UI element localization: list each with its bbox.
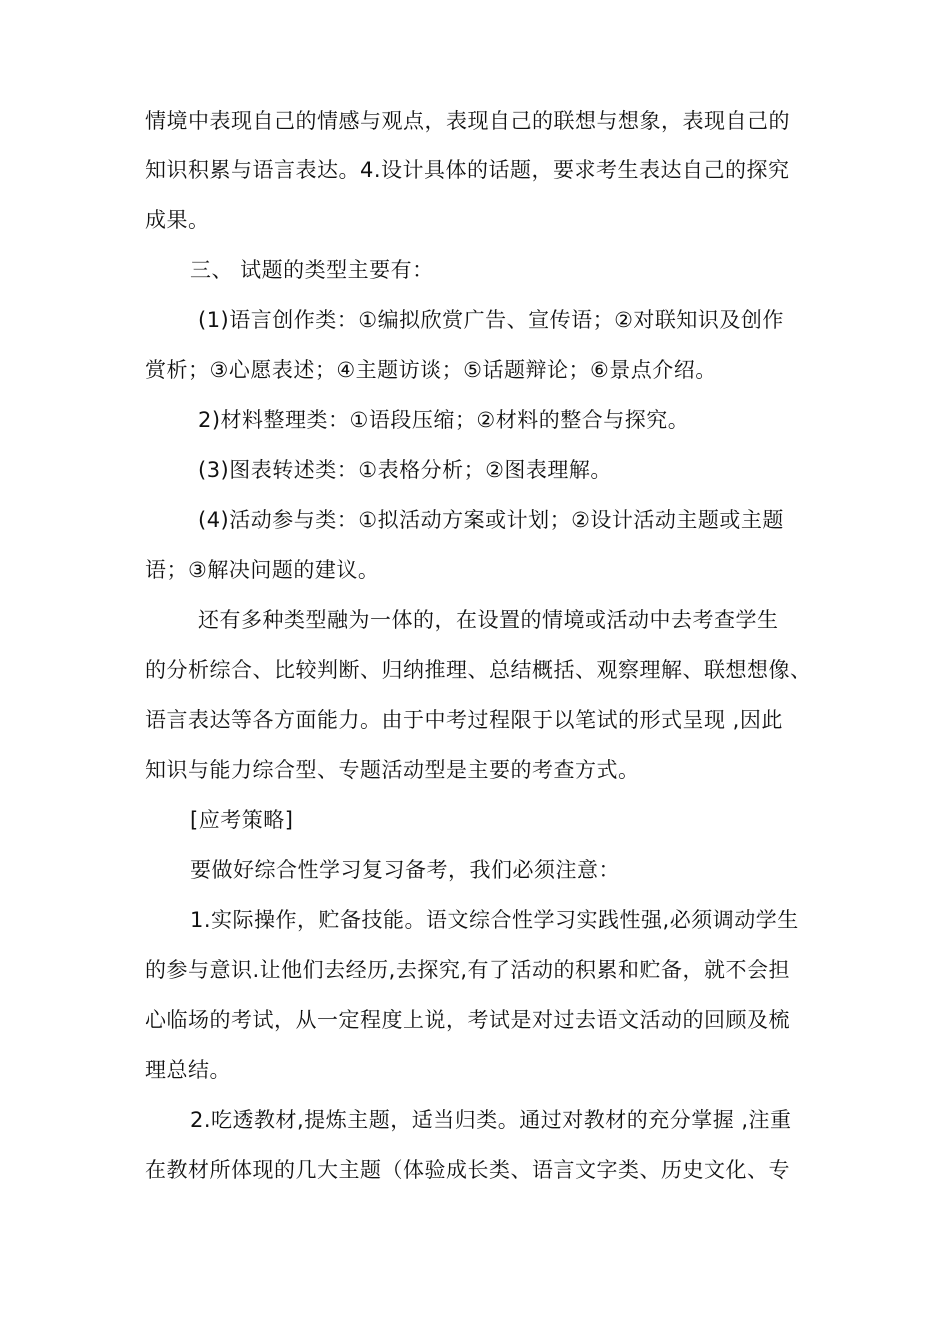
text-line-2: 知识积累与语言表达。4.设计具体的话题，要求考生表达自己的探究 <box>145 158 790 182</box>
text-line-13: 语言表达等各方面能力。由于中考过程限于以笔试的形式呈现 ,因此 <box>145 708 783 732</box>
text-line-7: 2)材料整理类：①语段压缩；②材料的整合与探究。 <box>198 408 690 432</box>
text-line-16: 要做好综合性学习复习备考，我们必须注意： <box>190 858 620 882</box>
text-line-5: (1)语言创作类：①编拟欣赏广告、宣传语；②对联知识及创作 <box>198 308 784 332</box>
text-line-8: (3)图表转述类：①表格分析；②图表理解。 <box>198 458 612 482</box>
text-line-6: 赏析；③心愿表述；④主题访谈；⑤话题辩论；⑥景点介绍。 <box>145 358 717 382</box>
text-line-21: 2.吃透教材,提炼主题，适当归类。通过对教材的充分掌握 ,注重 <box>190 1108 792 1132</box>
strategy-heading: [应考策略] <box>190 808 294 832</box>
text-line-19: 心临场的考试，从一定程度上说，考试是对过去语文活动的回顾及梳 <box>145 1008 790 1032</box>
text-line-9: (4)活动参与类：①拟活动方案或计划；②设计活动主题或主题 <box>198 508 784 532</box>
text-line-17: 1.实际操作，贮备技能。语文综合性学习实践性强,必须调动学生 <box>190 908 799 932</box>
text-line-11: 还有多种类型融为一体的，在设置的情境或活动中去考查学生 <box>198 608 779 632</box>
text-line-22: 在教材所体现的几大主题（体验成长类、语言文字类、历史文化、专 <box>145 1158 790 1182</box>
text-line-18: 的参与意识.让他们去经历,去探究,有了活动的积累和贮备，就不会担 <box>145 958 791 982</box>
text-line-1: 情境中表现自己的情感与观点，表现自己的联想与想象，表现自己的 <box>145 109 790 133</box>
text-line-10: 语；③解决问题的建议。 <box>145 558 380 582</box>
section-heading-3: 三、 试题的类型主要有： <box>190 258 434 282</box>
text-line-12: 的分析综合、比较判断、归纳推理、总结概括、观察理解、联想想像、 <box>145 658 812 682</box>
text-line-3: 成果。 <box>145 208 210 232</box>
text-line-20: 理总结。 <box>145 1058 231 1082</box>
text-line-14: 知识与能力综合型、专题活动型是主要的考查方式。 <box>145 758 640 782</box>
